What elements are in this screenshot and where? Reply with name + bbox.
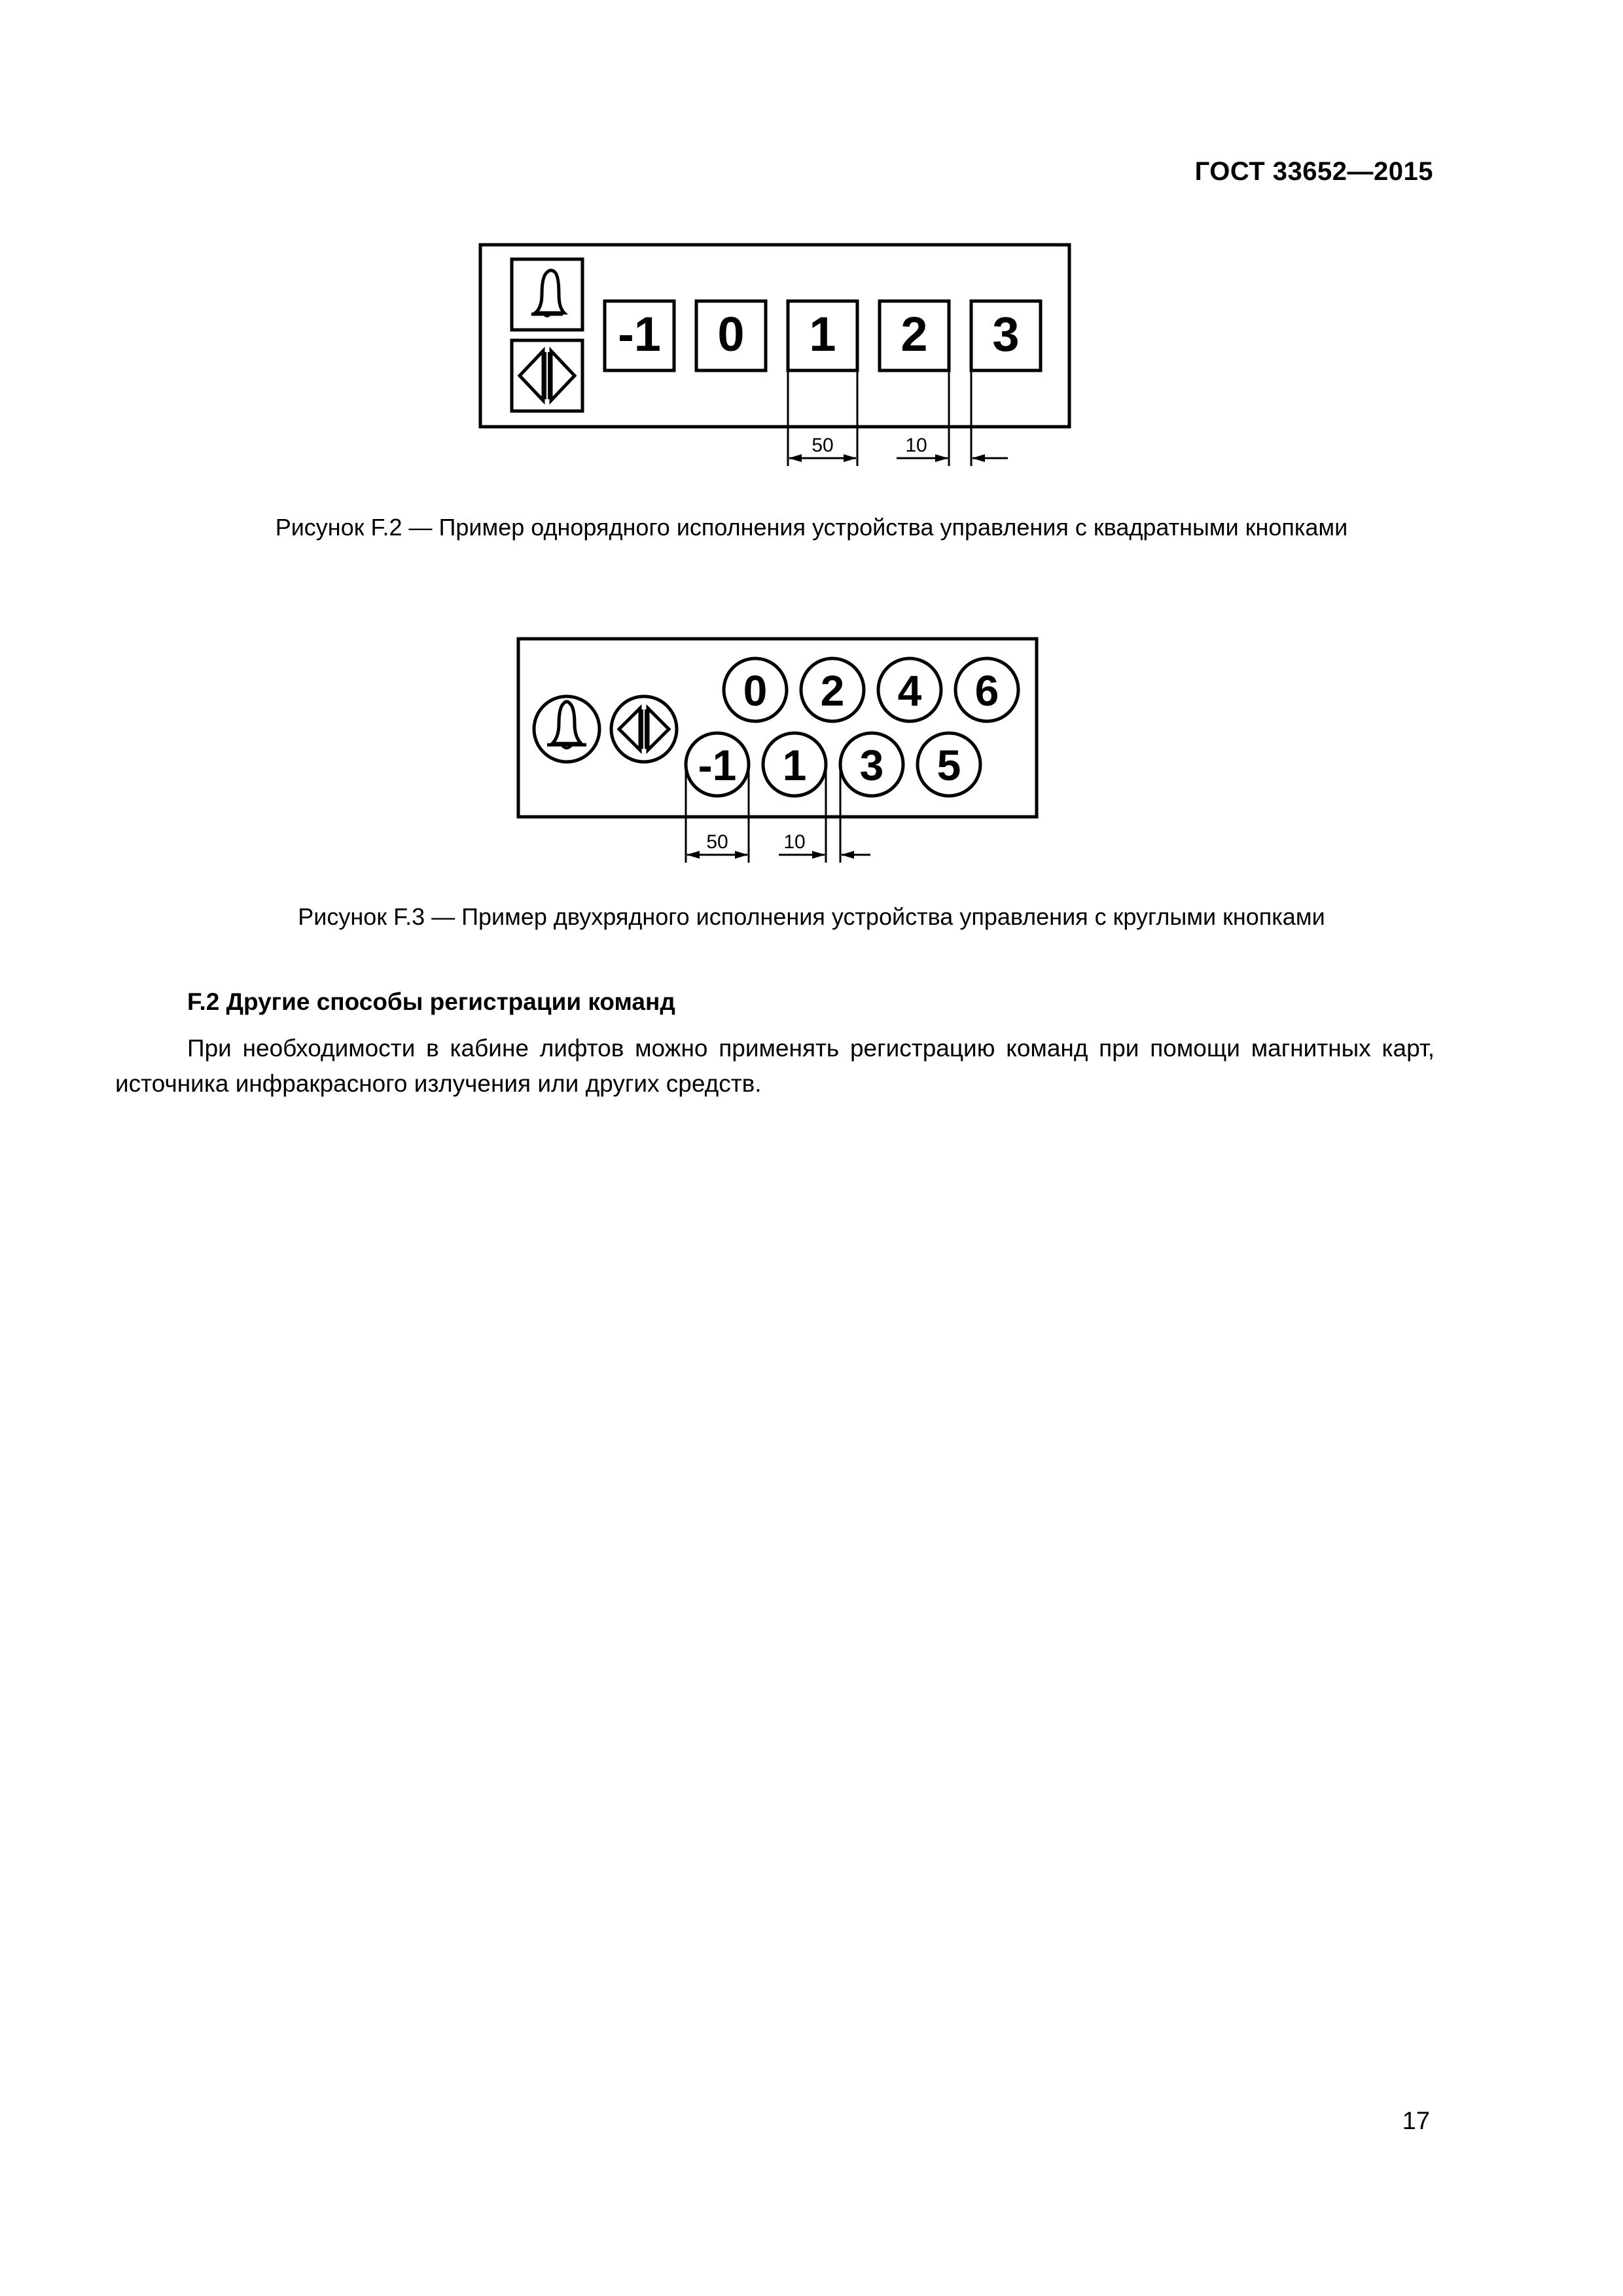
floor-label: -1 [698, 741, 737, 789]
door-open-icon [512, 340, 582, 411]
dimension-10: 10 [905, 435, 927, 456]
floor-label: 5 [936, 741, 961, 789]
floor-label: -1 [618, 307, 661, 361]
bell-icon [512, 259, 582, 330]
floor-label: 2 [901, 307, 928, 361]
floor-label: 6 [974, 666, 999, 715]
section-paragraph: При необходимости в кабине лифтов можно применять регистрацию команд при помощи магнитных карт, источника инфракрасного излучения или других средств. [115, 1035, 1435, 1097]
floor-label: 0 [743, 666, 768, 715]
floor-button [878, 658, 941, 721]
floor-label: 1 [809, 307, 836, 361]
floor-button [918, 733, 980, 796]
floor-label: 0 [717, 307, 745, 361]
floor-label: 3 [859, 741, 884, 789]
figure-f2-diagram [0, 236, 1623, 484]
floor-button [605, 301, 674, 370]
floor-label: 3 [992, 307, 1020, 361]
floor-label: 2 [820, 666, 845, 715]
floor-button [880, 301, 949, 370]
page-number: 17 [1402, 2108, 1430, 2135]
section-title: F.2 Другие способы регистрации команд [187, 988, 675, 1015]
floor-button [696, 301, 766, 370]
floor-button [686, 733, 749, 796]
figure-f3-diagram [0, 622, 1623, 870]
dimension-10: 10 [783, 831, 806, 853]
door-open-icon [611, 696, 677, 762]
floor-label: 1 [782, 741, 807, 789]
floor-button [840, 733, 903, 796]
document-header: ГОСТ 33652—2015 [1194, 157, 1433, 186]
figure-f2-caption: Рисунок F.2 — Пример однорядного исполнения устройства управления с квадратными кнопками [275, 514, 1348, 541]
floor-button [788, 301, 857, 370]
dimension-50: 50 [706, 831, 728, 853]
dimension-50: 50 [812, 435, 834, 456]
floor-button [971, 301, 1041, 370]
bell-icon [534, 696, 599, 762]
figure-f3-caption: Рисунок F.3 — Пример двухрядного исполнения устройства управления с круглыми кнопками [298, 903, 1325, 930]
floor-button [763, 733, 826, 796]
floor-button [724, 658, 787, 721]
floor-button [801, 658, 864, 721]
floor-button [955, 658, 1018, 721]
floor-label: 4 [897, 666, 922, 715]
panel-frame [480, 245, 1069, 427]
